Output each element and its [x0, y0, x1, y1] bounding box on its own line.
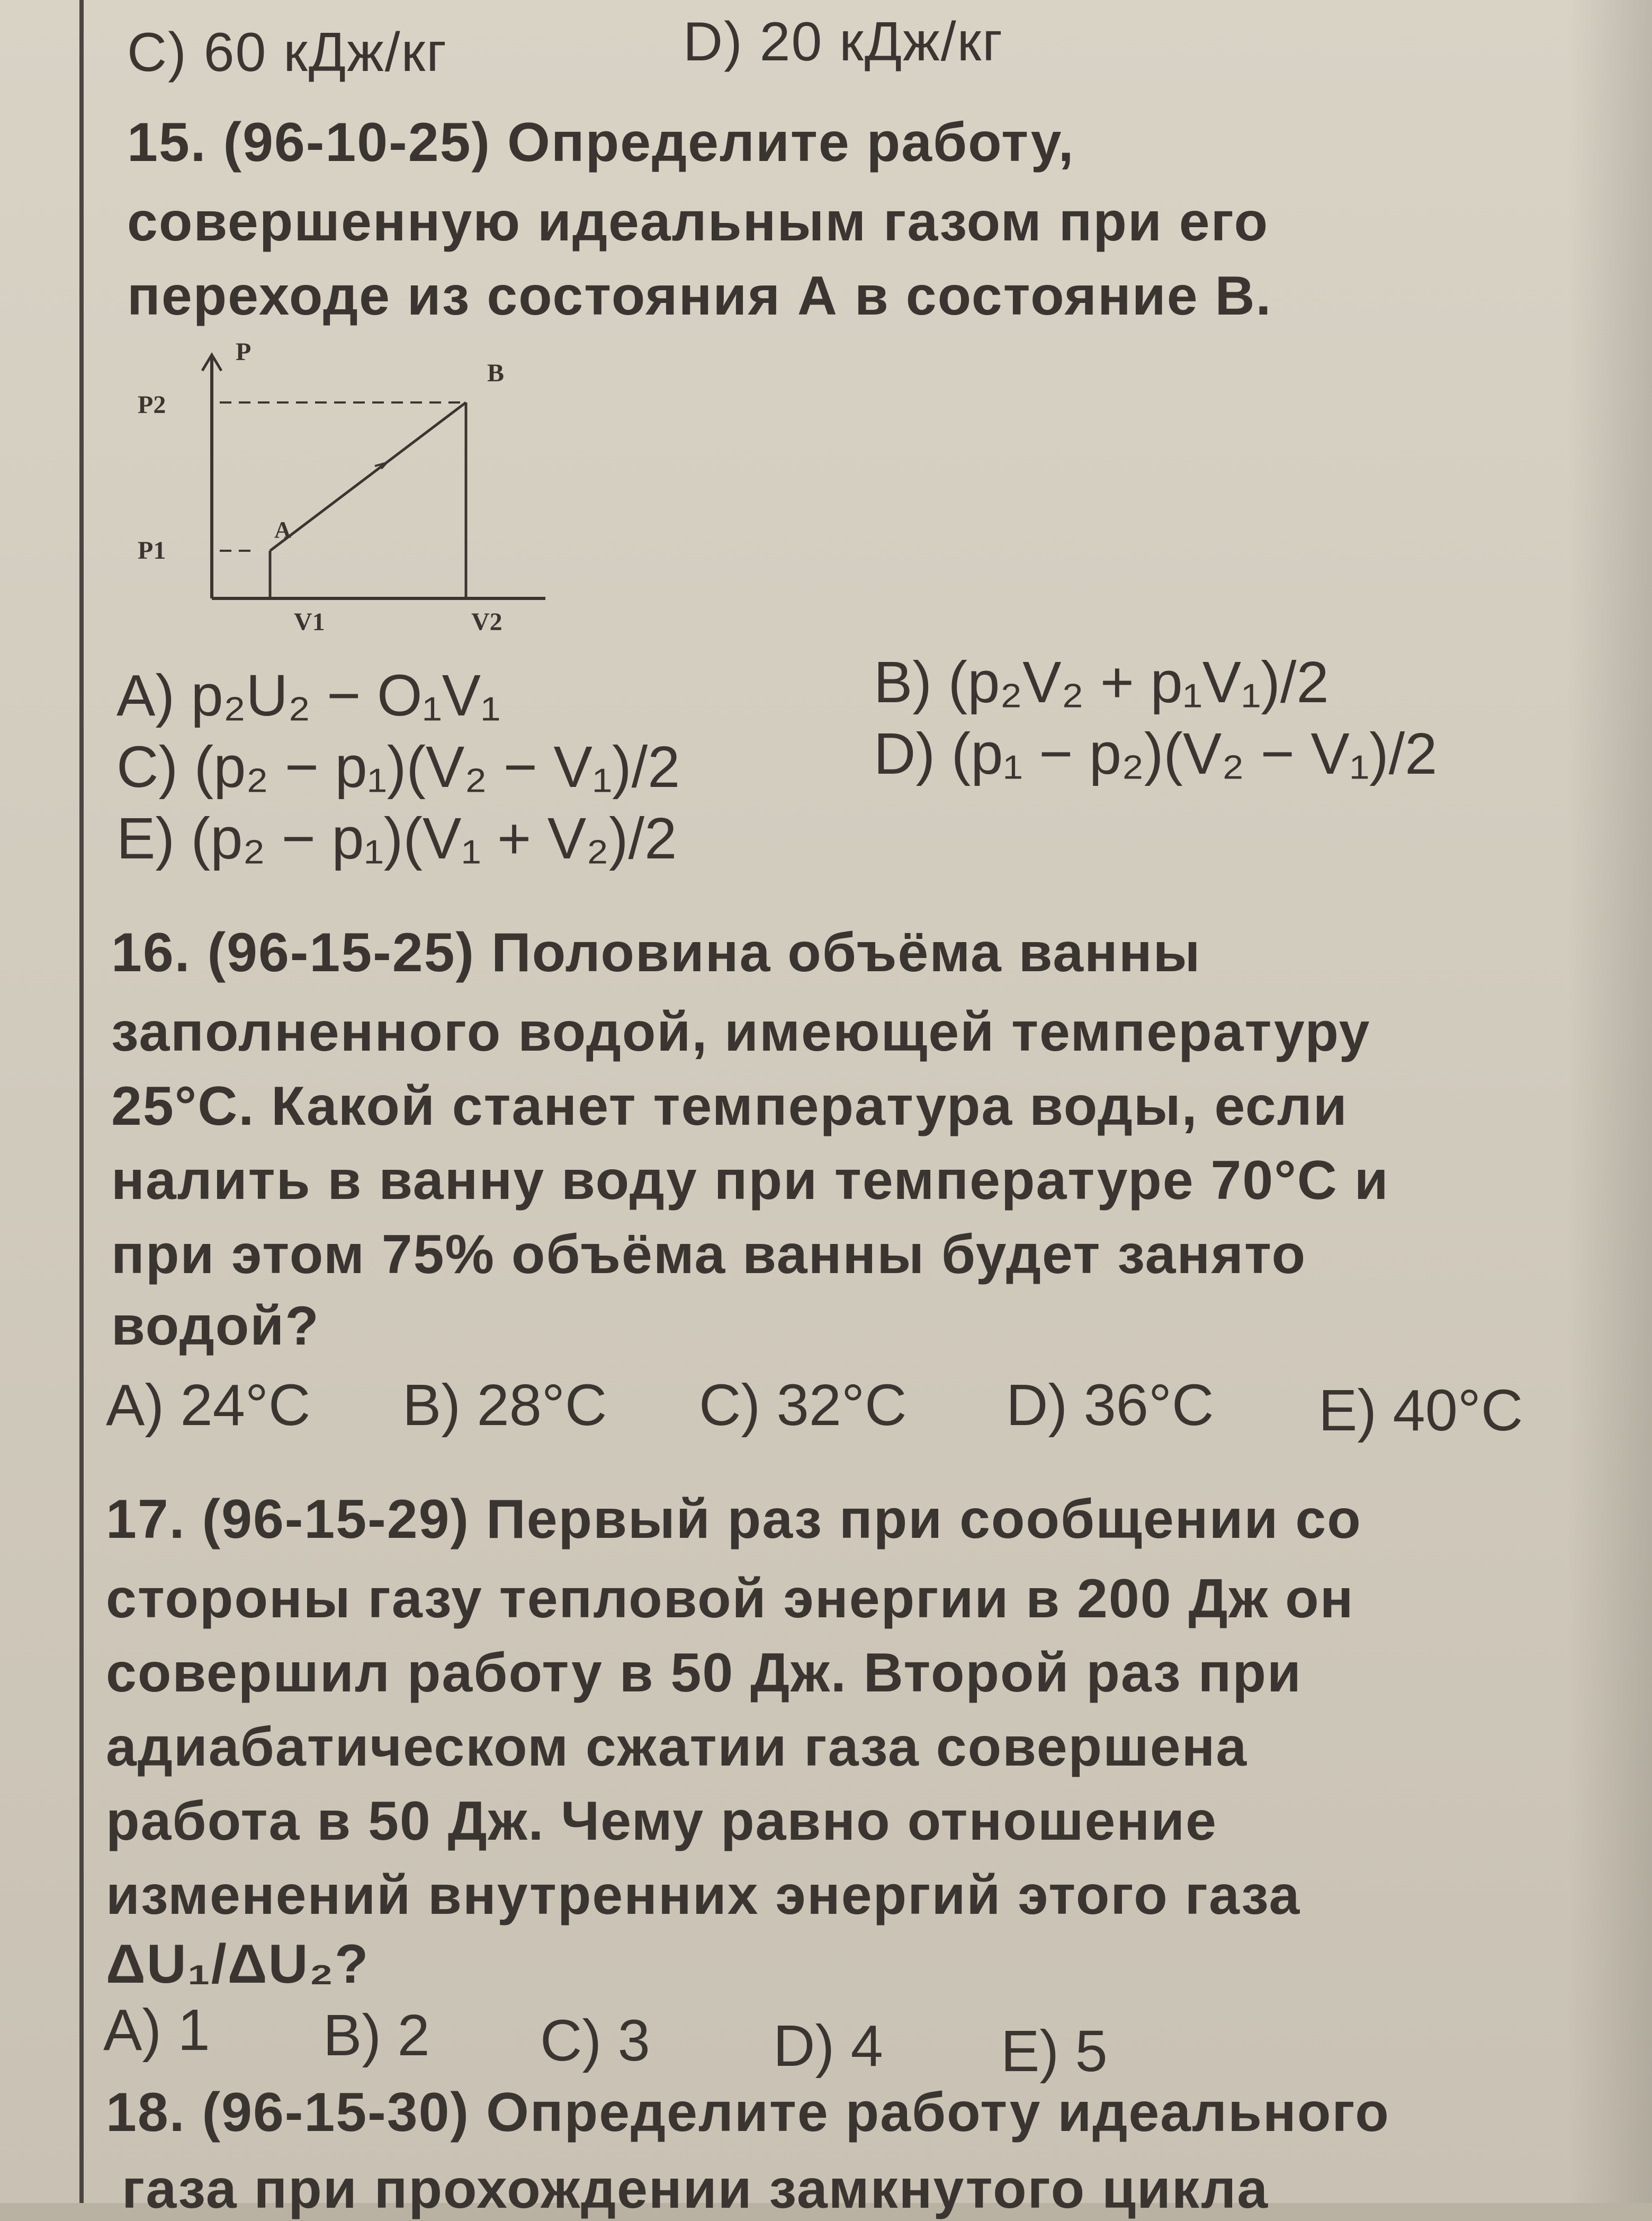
q16-text-line-2: заполненного водой, имеющей температуру	[111, 1001, 1371, 1063]
pv-diagram	[122, 334, 598, 630]
q15-number: 15.	[127, 112, 207, 173]
q17-text-line-1: Первый раз при сообщении со	[486, 1489, 1362, 1550]
q18-code: (96-15-30)	[202, 2082, 470, 2143]
q17-option-d: D) 4	[773, 2013, 883, 2079]
q15-option-c: C) (p₂ − p₁)(V₂ − V₁)/2	[116, 735, 680, 800]
q17-text-line-4: адиабатическом сжатии газа совершена	[106, 1716, 1248, 1778]
q16-text-line-3: 25°С. Какой станет температура воды, если	[111, 1076, 1348, 1137]
q18-text-line-2: газа при прохождении замкнутого цикла	[122, 2159, 1269, 2220]
page-border-line	[79, 0, 84, 2203]
q16-text-line-4: налить в ванну воду при температуре 70°С и	[111, 1150, 1389, 1211]
q15-code: (96-10-25)	[223, 112, 491, 173]
label-point-a: A	[274, 517, 291, 543]
q14-option-d: D) 20 кДж/кг	[683, 11, 1004, 73]
q15-option-d: D) (p₁ − p₂)(V₂ − V₁)/2	[874, 721, 1438, 786]
q16-option-d: D) 36°C	[1006, 1373, 1214, 1438]
q16-code: (96-15-25)	[207, 922, 475, 983]
q16-option-c: C) 32°C	[699, 1373, 907, 1438]
process-line-a-b	[270, 402, 466, 551]
q16-option-b: B) 28°C	[402, 1373, 607, 1438]
q17-text-line-7: ΔU₁/ΔU₂?	[106, 1933, 370, 1995]
q15-option-b: B) (p₂V₂ + p₁V₁)/2	[874, 650, 1329, 715]
q17-option-b: B) 2	[323, 2003, 430, 2068]
q15-option-e: E) (p₂ − p₁)(V₁ + V₂)/2	[116, 806, 677, 871]
q15-text-line-3: переходе из состояния А в состояние В.	[127, 265, 1272, 327]
q17-option-a: A) 1	[103, 1998, 210, 2063]
label-v2: V2	[471, 608, 502, 630]
q16-number: 16.	[111, 922, 191, 983]
q17-text-line-6: изменений внутренних энергий этого газа	[106, 1865, 1301, 1926]
q16-text-line-1: Половина объёма ванны	[491, 922, 1201, 983]
q17-option-e: E) 5	[1001, 2019, 1108, 2084]
q18-text-line-1: Определите работу идеального	[486, 2082, 1390, 2143]
label-p: P	[236, 338, 252, 366]
q15-option-a: A) p₂U₂ − O₁V₁	[116, 663, 501, 728]
q18-first-line	[106, 2081, 1390, 2144]
q15-first-line	[127, 111, 1075, 174]
q16-first-line	[111, 921, 1201, 984]
q15-text-line-1: Определите работу,	[507, 112, 1075, 173]
q17-text-line-3: совершил работу в 50 Дж. Второй раз при	[106, 1642, 1302, 1704]
q16-text-line-5: при этом 75% объёма ванны будет занято	[111, 1224, 1307, 1285]
label-p1: P1	[138, 536, 166, 565]
q17-number: 17.	[106, 1489, 186, 1550]
q16-text-line-6: водой?	[111, 1295, 320, 1357]
label-p2: P2	[138, 391, 166, 419]
q15-text-line-2: совершенную идеальным газом при его	[127, 191, 1269, 253]
q17-text-line-2: стороны газу тепловой энергии в 200 Дж он	[106, 1568, 1354, 1629]
label-v1: V1	[294, 608, 325, 630]
q17-code: (96-15-29)	[202, 1489, 470, 1550]
page-edge-shadow	[1567, 0, 1652, 2203]
q14-option-c: C) 60 кДж/кг	[127, 22, 448, 83]
q17-text-line-5: работа в 50 Дж. Чему равно отношение	[106, 1790, 1217, 1852]
q17-first-line	[106, 1488, 1362, 1551]
q18-number: 18.	[106, 2082, 186, 2143]
label-point-b: B	[487, 359, 505, 387]
q16-option-e: E) 40°C	[1318, 1378, 1523, 1443]
q17-option-c: C) 3	[540, 2008, 650, 2073]
q16-option-a: A) 24°C	[106, 1373, 311, 1438]
